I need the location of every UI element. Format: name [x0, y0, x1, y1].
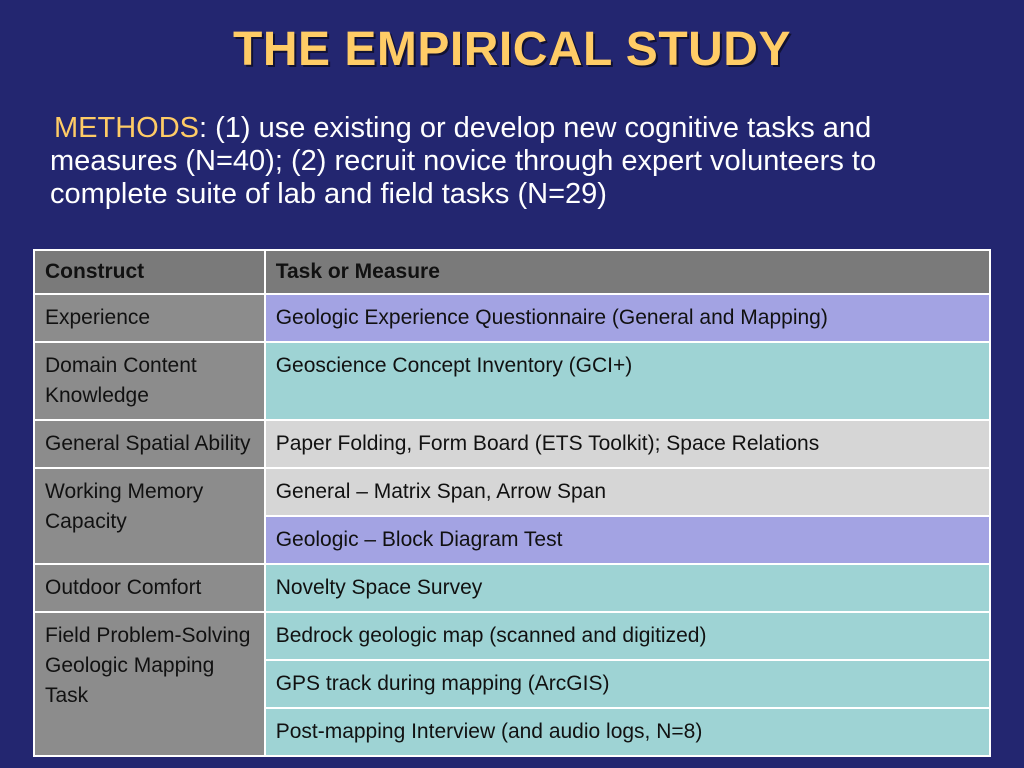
task-cell: Bedrock geologic map (scanned and digitized): [265, 612, 990, 660]
header-task: Task or Measure: [265, 250, 990, 294]
table-row: [34, 564, 990, 612]
task-cell: Post-mapping Interview (and audio logs, N=8): [265, 708, 990, 756]
methods-paragraph: [50, 112, 990, 211]
table-row: [34, 294, 990, 342]
task-cell: GPS track during mapping (ArcGIS): [265, 660, 990, 708]
construct-cell: Field Problem-Solving Geologic Mapping Task: [34, 612, 265, 756]
construct-cell: Domain Content Knowledge: [34, 342, 265, 420]
table-header-row: [34, 250, 990, 294]
methods-text: : (1) use existing or develop new cognitive tasks and measures (N=40); (2) recruit novice through expert volunteers to complete suite of lab and field tasks (N=29): [50, 112, 877, 210]
study-table: [33, 249, 991, 757]
task-cell: Geoscience Concept Inventory (GCI+): [265, 342, 990, 420]
construct-cell: Outdoor Comfort: [34, 564, 265, 612]
slide-title: THE EMPIRICAL STUDY: [233, 23, 791, 76]
table-row: [34, 468, 990, 516]
table-row: [34, 420, 990, 468]
task-cell: General – Matrix Span, Arrow Span: [265, 468, 990, 516]
construct-cell: General Spatial Ability: [34, 420, 265, 468]
construct-cell: Experience: [34, 294, 265, 342]
task-cell: Paper Folding, Form Board (ETS Toolkit); Space Relations: [265, 420, 990, 468]
task-cell: Geologic Experience Questionnaire (General and Mapping): [265, 294, 990, 342]
header-construct: Construct: [34, 250, 265, 294]
task-cell: Geologic – Block Diagram Test: [265, 516, 990, 564]
methods-label: METHODS: [54, 112, 199, 144]
construct-cell: Working Memory Capacity: [34, 468, 265, 564]
task-cell: Novelty Space Survey: [265, 564, 990, 612]
table-row: [34, 342, 990, 420]
table-row: [34, 612, 990, 660]
